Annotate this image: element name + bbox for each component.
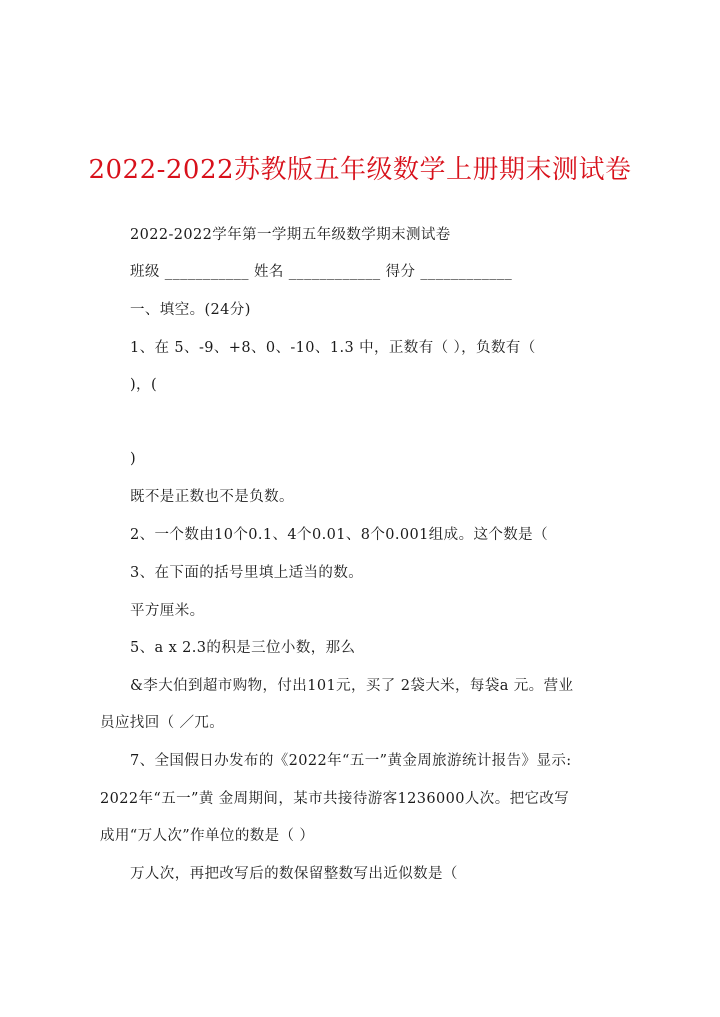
question-1-end: 既不是正数也不是负数。 [130, 489, 294, 505]
question-1-continuation: )，( [130, 377, 158, 393]
question-3-text: 3、在下面的括号里填上适当的数。 [130, 565, 364, 581]
question-7-continuation-1: 2022年“五一”黄 金周期间，某市共接待游客1236000人次。把它改写 [100, 791, 570, 807]
question-6-text: &李大伯到超市购物，付出101元，买了 2袋大米，每袋a 元。营业 [130, 678, 574, 694]
student-info-line: 班级 ___________ 姓名 ____________ 得分 ____________ [130, 264, 513, 280]
question-5-text: 5、a x 2.3的积是三位小数，那么 [130, 640, 356, 656]
document-title: 2022-2022苏教版五年级数学上册期末测试卷 [88, 155, 632, 185]
question-1-closing-paren: ) [130, 451, 137, 467]
question-7-continuation-3: 万人次，再把改写后的数保留整数写出近似数是（ [130, 866, 458, 882]
exam-subtitle: 2022-2022学年第一学期五年级数学期末测试卷 [130, 227, 451, 243]
question-4-fragment: 平方厘米。 [130, 603, 205, 619]
question-1-text: 1、在 5、-9、+8、0、-10、1.3 中，正数有（ ），负数有（ [130, 340, 536, 356]
question-7-text: 7、全国假日办发布的《2022年“五一”黄金周旅游统计报告》显示: [130, 753, 572, 769]
section-heading-fill-blank: 一、填空。(24分) [130, 302, 251, 318]
question-7-continuation-2: 成用“万人次”作单位的数是（ ） [100, 828, 315, 844]
question-6-continuation: 员应找回（ ／兀。 [100, 715, 225, 731]
question-2-text: 2、一个数由10个0.1、4个0.01、8个0.001组成。这个数是（ [130, 527, 548, 543]
